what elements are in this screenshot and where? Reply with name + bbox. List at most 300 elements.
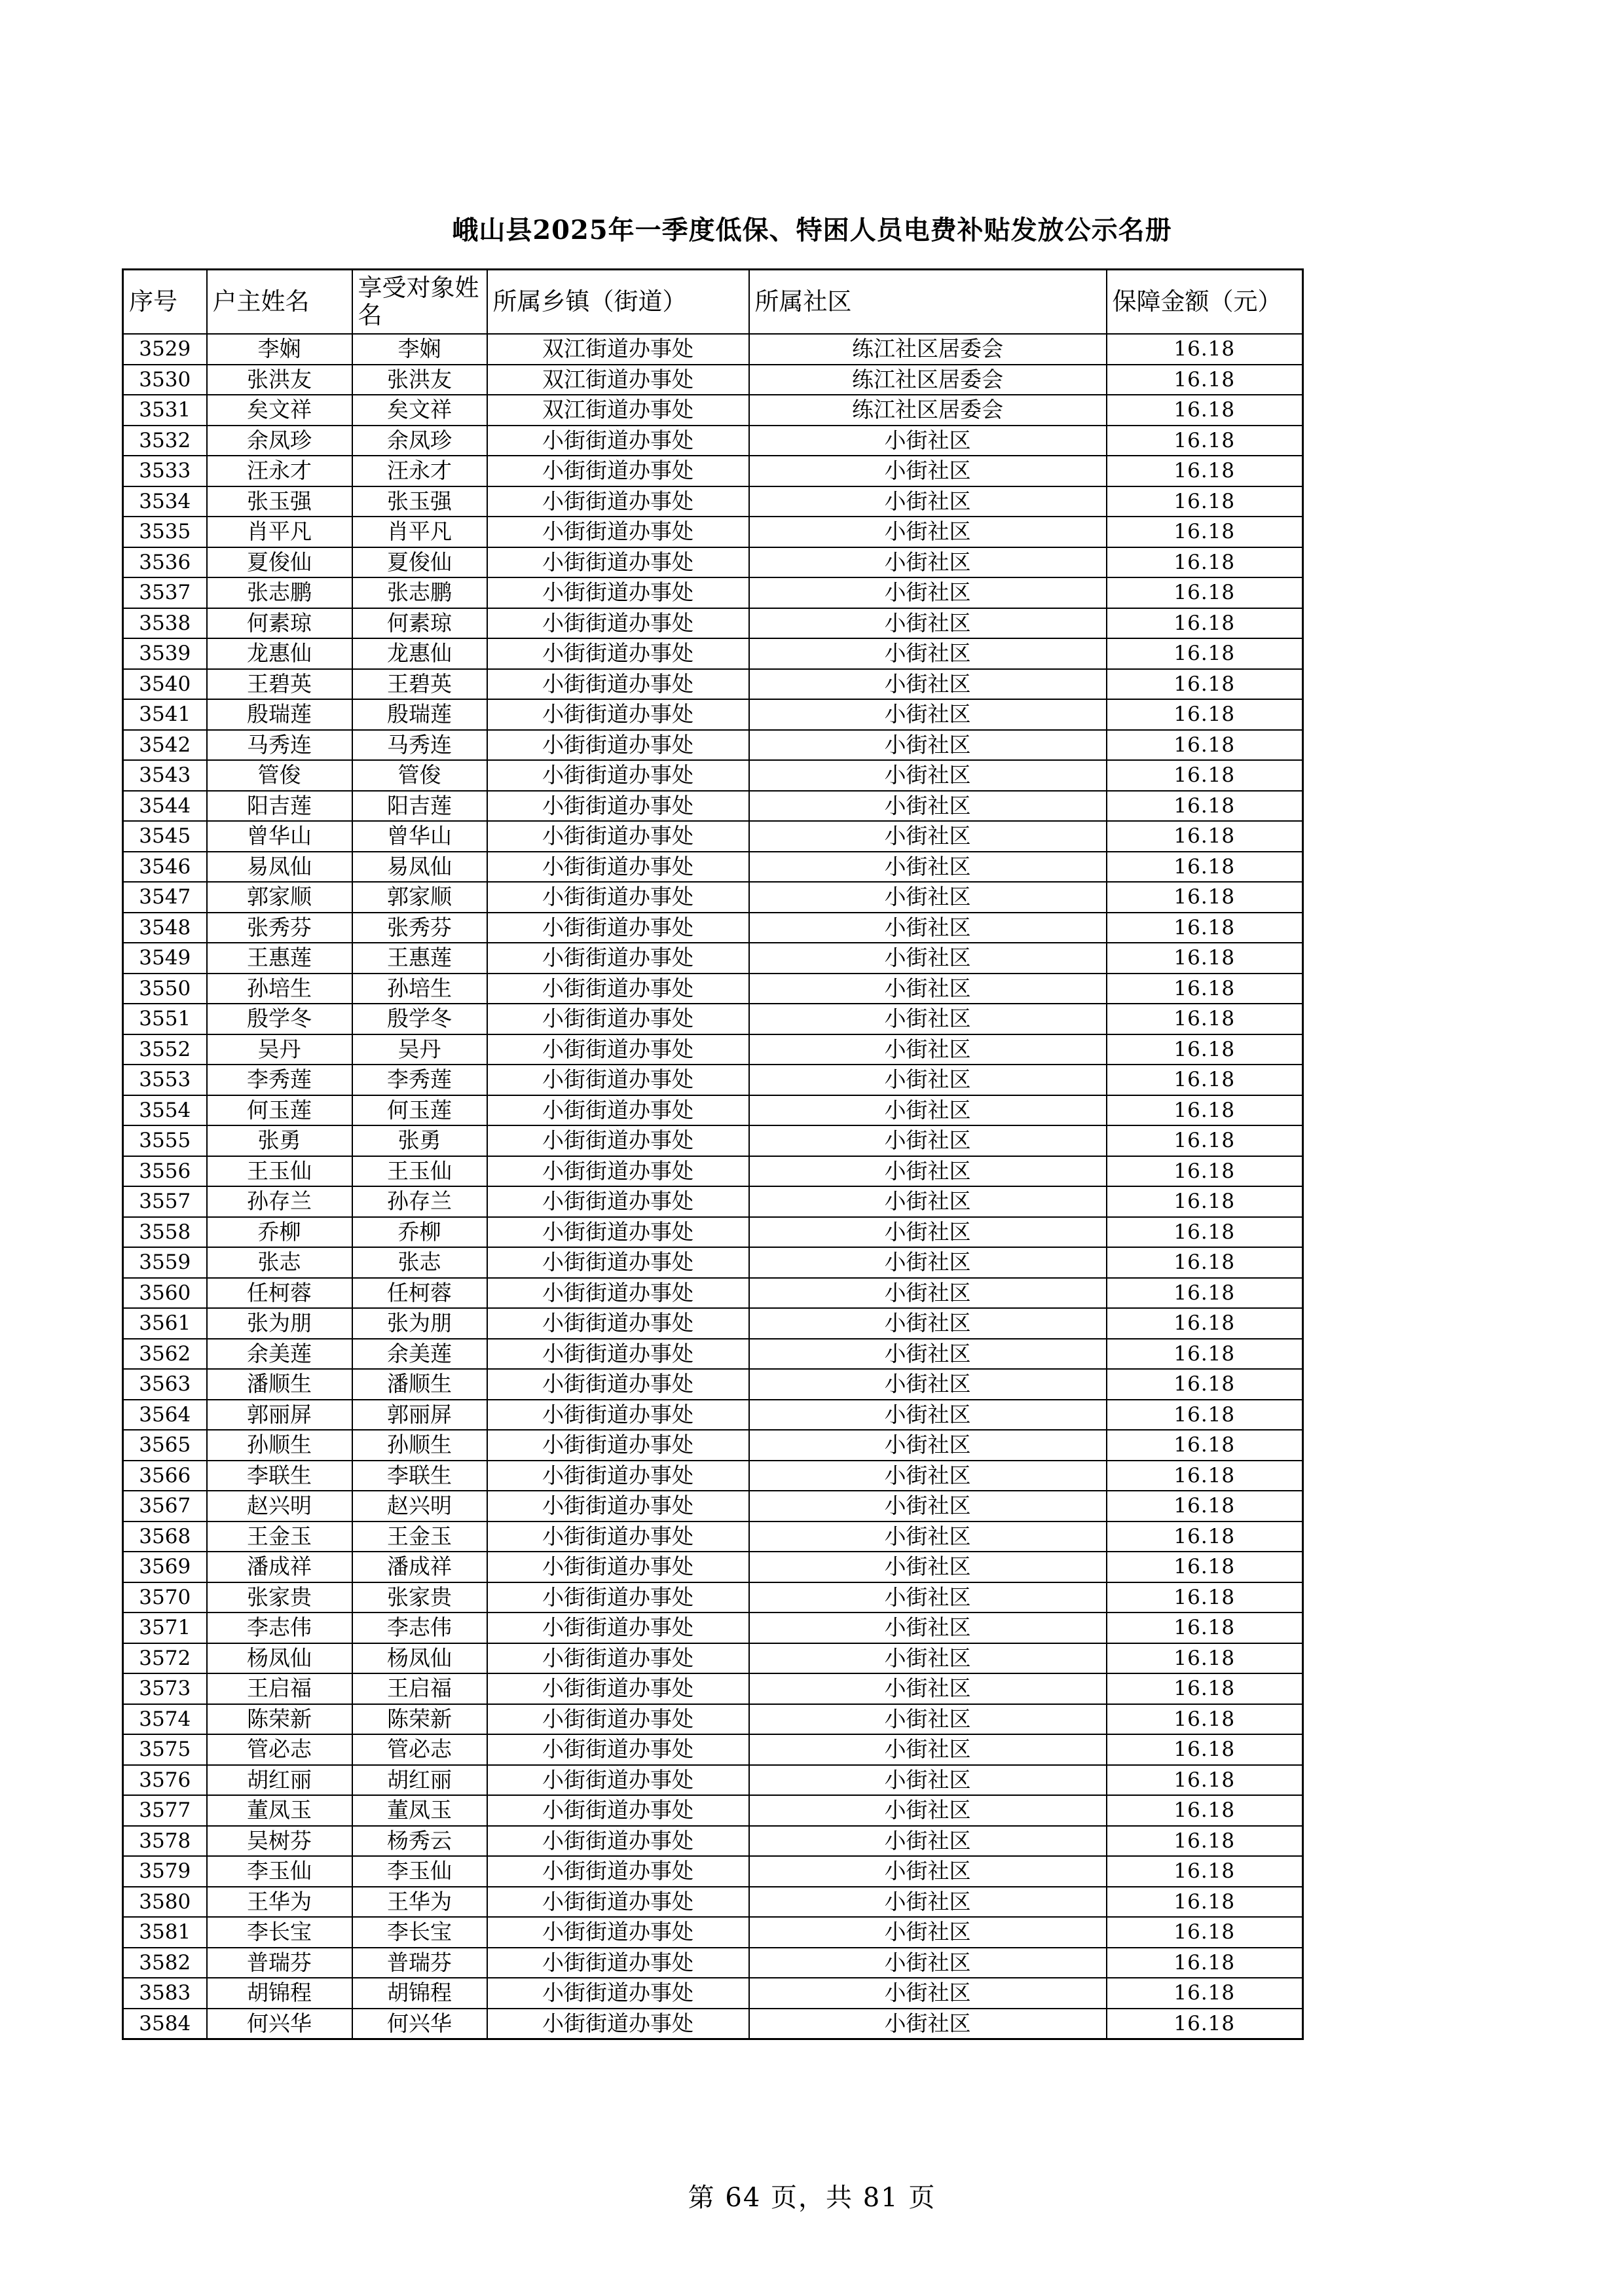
cell-seq: 3560 [123, 1278, 207, 1309]
cell-community: 小街社区 [749, 577, 1107, 608]
cell-head-name: 李长宝 [207, 1917, 352, 1948]
cell-seq: 3544 [123, 791, 207, 822]
cell-town: 小街街道办事处 [487, 1156, 749, 1187]
cell-head-name: 张志 [207, 1247, 352, 1278]
table-row [123, 1186, 1303, 1217]
cell-amount: 16.18 [1107, 1156, 1303, 1187]
cell-seq: 3579 [123, 1856, 207, 1887]
table-row [123, 1339, 1303, 1370]
subsidy-roster-table [122, 268, 1304, 2040]
cell-head-name: 乔柳 [207, 1217, 352, 1248]
cell-town: 小街街道办事处 [487, 821, 749, 852]
cell-town: 双江街道办事处 [487, 334, 749, 365]
cell-town: 小街街道办事处 [487, 1461, 749, 1491]
cell-head-name: 李秀莲 [207, 1065, 352, 1095]
cell-town: 小街街道办事处 [487, 426, 749, 456]
cell-seq: 3577 [123, 1795, 207, 1826]
cell-beneficiary: 余凤珍 [352, 426, 487, 456]
cell-community: 小街社区 [749, 1765, 1107, 1796]
cell-community: 小街社区 [749, 1704, 1107, 1735]
header-row [123, 270, 1303, 335]
table-row [123, 1887, 1303, 1918]
cell-head-name: 王惠莲 [207, 943, 352, 974]
table-row [123, 1065, 1303, 1095]
cell-town: 小街街道办事处 [487, 1430, 749, 1461]
header-community: 所属社区 [749, 270, 1107, 335]
cell-beneficiary: 杨凤仙 [352, 1643, 487, 1674]
cell-amount: 16.18 [1107, 2009, 1303, 2039]
cell-seq: 3551 [123, 1004, 207, 1034]
table-row [123, 882, 1303, 913]
cell-town: 小街街道办事处 [487, 1917, 749, 1948]
cell-amount: 16.18 [1107, 1247, 1303, 1278]
cell-community: 小街社区 [749, 852, 1107, 883]
cell-amount: 16.18 [1107, 486, 1303, 517]
cell-community: 小街社区 [749, 1887, 1107, 1918]
table-row [123, 1765, 1303, 1796]
cell-community: 小街社区 [749, 669, 1107, 700]
cell-head-name: 普瑞芬 [207, 1948, 352, 1978]
header-beneficiary: 享受对象姓名 [352, 270, 487, 335]
cell-community: 小街社区 [749, 1400, 1107, 1430]
cell-beneficiary: 张志鹏 [352, 577, 487, 608]
cell-community: 小街社区 [749, 1065, 1107, 1095]
cell-head-name: 马秀连 [207, 730, 352, 761]
cell-town: 小街街道办事处 [487, 1887, 749, 1918]
cell-community: 小街社区 [749, 791, 1107, 822]
cell-head-name: 何玉莲 [207, 1095, 352, 1126]
cell-seq: 3547 [123, 882, 207, 913]
table-row [123, 638, 1303, 669]
table-row [123, 1369, 1303, 1400]
cell-town: 小街街道办事处 [487, 1217, 749, 1248]
cell-head-name: 孙顺生 [207, 1430, 352, 1461]
table-row [123, 486, 1303, 517]
table-body [123, 334, 1303, 2039]
cell-community: 小街社区 [749, 730, 1107, 761]
cell-head-name: 胡锦程 [207, 1978, 352, 2009]
cell-beneficiary: 张洪友 [352, 365, 487, 395]
cell-beneficiary: 李志伟 [352, 1613, 487, 1643]
cell-seq: 3542 [123, 730, 207, 761]
cell-town: 小街街道办事处 [487, 1734, 749, 1765]
cell-community: 小街社区 [749, 699, 1107, 730]
cell-beneficiary: 何玉莲 [352, 1095, 487, 1126]
cell-head-name: 陈荣新 [207, 1704, 352, 1735]
cell-amount: 16.18 [1107, 1765, 1303, 1796]
cell-head-name: 张玉强 [207, 486, 352, 517]
cell-head-name: 王启福 [207, 1673, 352, 1704]
cell-seq: 3568 [123, 1522, 207, 1552]
table-row [123, 1856, 1303, 1887]
cell-amount: 16.18 [1107, 1430, 1303, 1461]
cell-seq: 3570 [123, 1582, 207, 1613]
cell-amount: 16.18 [1107, 1095, 1303, 1126]
cell-town: 小街街道办事处 [487, 1004, 749, 1034]
cell-town: 小街街道办事处 [487, 1034, 749, 1065]
cell-amount: 16.18 [1107, 395, 1303, 426]
cell-community: 小街社区 [749, 1156, 1107, 1187]
header-town: 所属乡镇（街道） [487, 270, 749, 335]
cell-community: 小街社区 [749, 1673, 1107, 1704]
cell-beneficiary: 阳吉莲 [352, 791, 487, 822]
cell-community: 小街社区 [749, 1734, 1107, 1765]
table-row [123, 1978, 1303, 2009]
cell-town: 小街街道办事处 [487, 1065, 749, 1095]
cell-seq: 3564 [123, 1400, 207, 1430]
cell-amount: 16.18 [1107, 365, 1303, 395]
cell-seq: 3539 [123, 638, 207, 669]
table-row [123, 1673, 1303, 1704]
cell-beneficiary: 肖平凡 [352, 517, 487, 547]
cell-head-name: 李娴 [207, 334, 352, 365]
cell-seq: 3581 [123, 1917, 207, 1948]
cell-head-name: 杨凤仙 [207, 1643, 352, 1674]
table-row [123, 760, 1303, 791]
cell-amount: 16.18 [1107, 821, 1303, 852]
cell-community: 小街社区 [749, 821, 1107, 852]
cell-town: 小街街道办事处 [487, 882, 749, 913]
cell-community: 小街社区 [749, 1795, 1107, 1826]
cell-amount: 16.18 [1107, 1034, 1303, 1065]
table-row [123, 1400, 1303, 1430]
cell-amount: 16.18 [1107, 1522, 1303, 1552]
table-row [123, 577, 1303, 608]
cell-community: 小街社区 [749, 1613, 1107, 1643]
cell-head-name: 管必志 [207, 1734, 352, 1765]
cell-town: 小街街道办事处 [487, 2009, 749, 2039]
cell-town: 小街街道办事处 [487, 1095, 749, 1126]
cell-community: 小街社区 [749, 608, 1107, 639]
table-row [123, 913, 1303, 943]
cell-town: 小街街道办事处 [487, 1522, 749, 1552]
cell-community: 小街社区 [749, 1186, 1107, 1217]
cell-seq: 3584 [123, 2009, 207, 2039]
cell-amount: 16.18 [1107, 1856, 1303, 1887]
cell-beneficiary: 张玉强 [352, 486, 487, 517]
cell-town: 小街街道办事处 [487, 1339, 749, 1370]
cell-head-name: 易凤仙 [207, 852, 352, 883]
cell-seq: 3535 [123, 517, 207, 547]
cell-seq: 3548 [123, 913, 207, 943]
cell-head-name: 吴树芬 [207, 1826, 352, 1857]
cell-seq: 3558 [123, 1217, 207, 1248]
table-row [123, 517, 1303, 547]
table-row [123, 1917, 1303, 1948]
cell-beneficiary: 王华为 [352, 1887, 487, 1918]
table-row [123, 852, 1303, 883]
cell-head-name: 任柯蓉 [207, 1278, 352, 1309]
table-row [123, 426, 1303, 456]
cell-seq: 3566 [123, 1461, 207, 1491]
cell-town: 小街街道办事处 [487, 1552, 749, 1582]
cell-amount: 16.18 [1107, 334, 1303, 365]
cell-community: 小街社区 [749, 1247, 1107, 1278]
cell-beneficiary: 何兴华 [352, 2009, 487, 2039]
cell-amount: 16.18 [1107, 913, 1303, 943]
cell-amount: 16.18 [1107, 1339, 1303, 1370]
cell-head-name: 矣文祥 [207, 395, 352, 426]
table-row [123, 730, 1303, 761]
cell-community: 小街社区 [749, 1339, 1107, 1370]
cell-head-name: 殷学冬 [207, 1004, 352, 1034]
page-footer: 第 64 页，共 81 页 [688, 2183, 936, 2213]
cell-seq: 3536 [123, 547, 207, 578]
cell-seq: 3531 [123, 395, 207, 426]
table-row [123, 608, 1303, 639]
cell-beneficiary: 张志 [352, 1247, 487, 1278]
cell-community: 小街社区 [749, 638, 1107, 669]
table-row [123, 1004, 1303, 1034]
cell-head-name: 王玉仙 [207, 1156, 352, 1187]
cell-amount: 16.18 [1107, 517, 1303, 547]
cell-beneficiary: 张秀芬 [352, 913, 487, 943]
table-row [123, 2009, 1303, 2039]
cell-beneficiary: 胡锦程 [352, 1978, 487, 2009]
cell-beneficiary: 潘顺生 [352, 1369, 487, 1400]
table-row [123, 1948, 1303, 1978]
cell-town: 小街街道办事处 [487, 913, 749, 943]
cell-beneficiary: 李秀莲 [352, 1065, 487, 1095]
cell-beneficiary: 王金玉 [352, 1522, 487, 1552]
cell-head-name: 李联生 [207, 1461, 352, 1491]
cell-town: 小街街道办事处 [487, 943, 749, 974]
cell-amount: 16.18 [1107, 1704, 1303, 1735]
cell-head-name: 李玉仙 [207, 1856, 352, 1887]
table-row [123, 1278, 1303, 1309]
cell-beneficiary: 王玉仙 [352, 1156, 487, 1187]
table-row [123, 1704, 1303, 1735]
cell-seq: 3580 [123, 1887, 207, 1918]
cell-amount: 16.18 [1107, 1004, 1303, 1034]
cell-town: 小街街道办事处 [487, 1643, 749, 1674]
table-row [123, 1522, 1303, 1552]
cell-head-name: 王华为 [207, 1887, 352, 1918]
cell-amount: 16.18 [1107, 699, 1303, 730]
cell-amount: 16.18 [1107, 547, 1303, 578]
cell-amount: 16.18 [1107, 1948, 1303, 1978]
cell-head-name: 王金玉 [207, 1522, 352, 1552]
cell-community: 小街社区 [749, 1917, 1107, 1948]
cell-beneficiary: 任柯蓉 [352, 1278, 487, 1309]
table-row [123, 456, 1303, 486]
cell-beneficiary: 管俊 [352, 760, 487, 791]
cell-town: 小街街道办事处 [487, 1673, 749, 1704]
cell-community: 小街社区 [749, 1430, 1107, 1461]
cell-beneficiary: 胡红丽 [352, 1765, 487, 1796]
cell-head-name: 余美莲 [207, 1339, 352, 1370]
cell-head-name: 管俊 [207, 760, 352, 791]
cell-beneficiary: 何素琼 [352, 608, 487, 639]
cell-town: 小街街道办事处 [487, 547, 749, 578]
cell-beneficiary: 殷学冬 [352, 1004, 487, 1034]
cell-beneficiary: 吴丹 [352, 1034, 487, 1065]
cell-beneficiary: 曾华山 [352, 821, 487, 852]
cell-community: 练江社区居委会 [749, 395, 1107, 426]
cell-town: 小街街道办事处 [487, 1400, 749, 1430]
cell-amount: 16.18 [1107, 1491, 1303, 1522]
cell-head-name: 潘顺生 [207, 1369, 352, 1400]
cell-beneficiary: 易凤仙 [352, 852, 487, 883]
table-row [123, 669, 1303, 700]
cell-beneficiary: 王惠莲 [352, 943, 487, 974]
cell-town: 小街街道办事处 [487, 486, 749, 517]
cell-amount: 16.18 [1107, 1613, 1303, 1643]
cell-head-name: 潘成祥 [207, 1552, 352, 1582]
cell-town: 小街街道办事处 [487, 852, 749, 883]
cell-seq: 3541 [123, 699, 207, 730]
cell-seq: 3555 [123, 1125, 207, 1156]
table-row [123, 547, 1303, 578]
cell-seq: 3583 [123, 1978, 207, 2009]
cell-amount: 16.18 [1107, 1278, 1303, 1309]
cell-beneficiary: 李长宝 [352, 1917, 487, 1948]
table-row [123, 395, 1303, 426]
cell-head-name: 李志伟 [207, 1613, 352, 1643]
cell-town: 小街街道办事处 [487, 1826, 749, 1857]
cell-beneficiary: 汪永才 [352, 456, 487, 486]
cell-town: 双江街道办事处 [487, 395, 749, 426]
cell-amount: 16.18 [1107, 730, 1303, 761]
cell-community: 小街社区 [749, 760, 1107, 791]
table-row [123, 791, 1303, 822]
cell-town: 小街街道办事处 [487, 1491, 749, 1522]
cell-community: 小街社区 [749, 1095, 1107, 1126]
cell-community: 小街社区 [749, 1034, 1107, 1065]
cell-town: 小街街道办事处 [487, 730, 749, 761]
cell-community: 练江社区居委会 [749, 334, 1107, 365]
cell-beneficiary: 潘成祥 [352, 1552, 487, 1582]
cell-beneficiary: 李玉仙 [352, 1856, 487, 1887]
cell-amount: 16.18 [1107, 1125, 1303, 1156]
cell-seq: 3530 [123, 365, 207, 395]
cell-community: 小街社区 [749, 1582, 1107, 1613]
table-row [123, 1461, 1303, 1491]
cell-head-name: 何素琼 [207, 608, 352, 639]
cell-seq: 3565 [123, 1430, 207, 1461]
table-row [123, 1156, 1303, 1187]
table-row [123, 334, 1303, 365]
cell-seq: 3532 [123, 426, 207, 456]
header-head-name: 户主姓名 [207, 270, 352, 335]
cell-community: 小街社区 [749, 1125, 1107, 1156]
table-row [123, 1217, 1303, 1248]
table-row [123, 821, 1303, 852]
cell-head-name: 何兴华 [207, 2009, 352, 2039]
cell-community: 小街社区 [749, 486, 1107, 517]
cell-town: 小街街道办事处 [487, 1247, 749, 1278]
cell-seq: 3537 [123, 577, 207, 608]
cell-beneficiary: 王启福 [352, 1673, 487, 1704]
cell-community: 小街社区 [749, 1856, 1107, 1887]
cell-seq: 3553 [123, 1065, 207, 1095]
cell-amount: 16.18 [1107, 1917, 1303, 1948]
cell-amount: 16.18 [1107, 943, 1303, 974]
cell-head-name: 吴丹 [207, 1034, 352, 1065]
table-row [123, 1491, 1303, 1522]
cell-amount: 16.18 [1107, 791, 1303, 822]
table-row [123, 699, 1303, 730]
cell-head-name: 张志鹏 [207, 577, 352, 608]
cell-beneficiary: 管必志 [352, 1734, 487, 1765]
cell-head-name: 张洪友 [207, 365, 352, 395]
cell-seq: 3538 [123, 608, 207, 639]
cell-community: 小街社区 [749, 1522, 1107, 1552]
cell-amount: 16.18 [1107, 669, 1303, 700]
cell-community: 小街社区 [749, 517, 1107, 547]
cell-head-name: 张为朋 [207, 1308, 352, 1339]
cell-town: 小街街道办事处 [487, 1613, 749, 1643]
cell-seq: 3545 [123, 821, 207, 852]
cell-community: 小街社区 [749, 882, 1107, 913]
cell-seq: 3534 [123, 486, 207, 517]
cell-head-name: 王碧英 [207, 669, 352, 700]
cell-community: 小街社区 [749, 1369, 1107, 1400]
table-row [123, 943, 1303, 974]
cell-beneficiary: 王碧英 [352, 669, 487, 700]
cell-amount: 16.18 [1107, 974, 1303, 1004]
table-row [123, 1582, 1303, 1613]
cell-community: 小街社区 [749, 943, 1107, 974]
cell-head-name: 孙存兰 [207, 1186, 352, 1217]
cell-amount: 16.18 [1107, 1978, 1303, 2009]
cell-beneficiary: 孙培生 [352, 974, 487, 1004]
cell-amount: 16.18 [1107, 1673, 1303, 1704]
cell-seq: 3571 [123, 1613, 207, 1643]
cell-amount: 16.18 [1107, 1887, 1303, 1918]
cell-beneficiary: 郭家顺 [352, 882, 487, 913]
cell-community: 小街社区 [749, 1491, 1107, 1522]
cell-town: 小街街道办事处 [487, 1795, 749, 1826]
cell-town: 小街街道办事处 [487, 1765, 749, 1796]
cell-seq: 3567 [123, 1491, 207, 1522]
cell-beneficiary: 李联生 [352, 1461, 487, 1491]
table-row [123, 1095, 1303, 1126]
cell-seq: 3576 [123, 1765, 207, 1796]
cell-beneficiary: 乔柳 [352, 1217, 487, 1248]
cell-head-name: 胡红丽 [207, 1765, 352, 1796]
cell-seq: 3575 [123, 1734, 207, 1765]
cell-community: 小街社区 [749, 1552, 1107, 1582]
cell-amount: 16.18 [1107, 1552, 1303, 1582]
cell-amount: 16.18 [1107, 1065, 1303, 1095]
cell-head-name: 赵兴明 [207, 1491, 352, 1522]
cell-head-name: 汪永才 [207, 456, 352, 486]
cell-community: 小街社区 [749, 1826, 1107, 1857]
table-row [123, 1247, 1303, 1278]
cell-head-name: 张秀芬 [207, 913, 352, 943]
cell-town: 小街街道办事处 [487, 1704, 749, 1735]
cell-head-name: 夏俊仙 [207, 547, 352, 578]
cell-town: 小街街道办事处 [487, 1369, 749, 1400]
document-title: 峨山县2025年一季度低保、特困人员电费补贴发放公示名册 [452, 215, 1172, 246]
cell-beneficiary: 龙惠仙 [352, 638, 487, 669]
cell-seq: 3559 [123, 1247, 207, 1278]
table-row [123, 1552, 1303, 1582]
cell-beneficiary: 张勇 [352, 1125, 487, 1156]
table-row [123, 1826, 1303, 1857]
cell-amount: 16.18 [1107, 1308, 1303, 1339]
cell-community: 小街社区 [749, 426, 1107, 456]
cell-community: 小街社区 [749, 2009, 1107, 2039]
header-amount: 保障金额（元） [1107, 270, 1303, 335]
table-row [123, 1643, 1303, 1674]
cell-town: 小街街道办事处 [487, 517, 749, 547]
cell-amount: 16.18 [1107, 426, 1303, 456]
cell-town: 小街街道办事处 [487, 1278, 749, 1309]
cell-seq: 3529 [123, 334, 207, 365]
cell-beneficiary: 杨秀云 [352, 1826, 487, 1857]
